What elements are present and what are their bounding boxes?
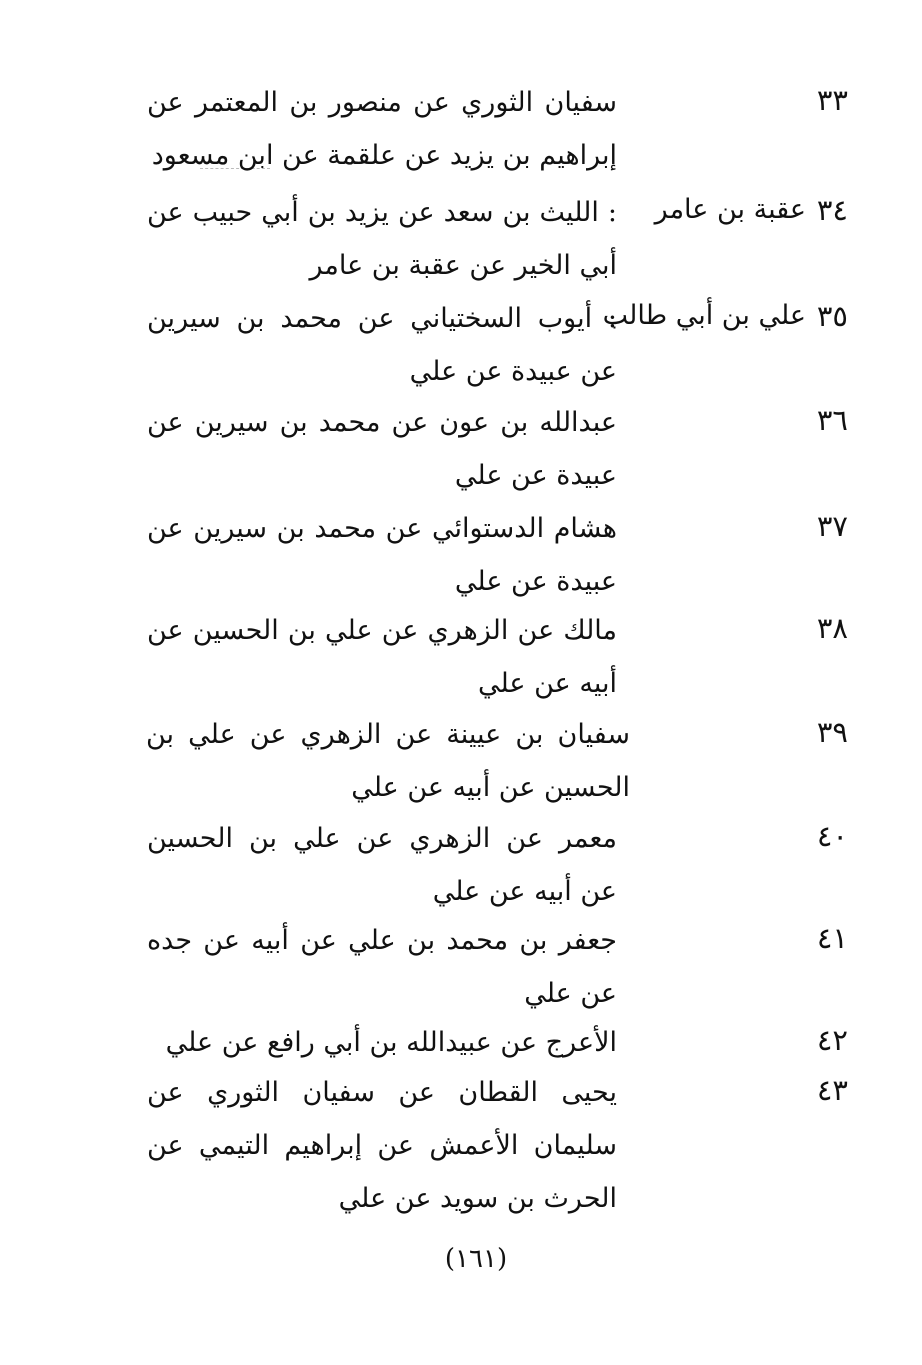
entry-number: ٣٦ (816, 403, 848, 437)
entry-number: ٣٣ (816, 83, 848, 117)
entry-chain: الأعرج عن عبيدالله بن أبي رافع عن علي (165, 1027, 617, 1058)
entry-chain: مالك عن الزهري عن علي بن الحسين عن أبيه عن علي (147, 615, 617, 699)
entry-chain: : الليث بن سعد عن يزيد بن أبي حبيب عن أبي الخير عن عقبة بن عامر (147, 197, 617, 281)
entry-narrator: عقبة بن عامر (654, 194, 806, 225)
entry-chain: عبدالله بن عون عن محمد بن سيرين عن عبيدة عن علي (147, 407, 617, 491)
entry-number: ٤٢ (816, 1023, 848, 1057)
entry-chain: جعفر بن محمد بن علي عن أبيه عن جده عن علي (147, 925, 617, 1009)
entry-chain: معمر عن الزهري عن علي بن الحسين عن أبيه عن علي (147, 823, 617, 907)
entry-number: ٣٨ (816, 611, 848, 645)
entry-chain: سفيان الثوري عن منصور بن المعتمر عن إبراهيم بن يزيد عن علقمة عن ابن مسعود (147, 87, 617, 171)
entry-number: ٣٤ (816, 193, 848, 227)
entry-chain: يحيى القطان عن سفيان الثوري عن سليمان الأعمش عن إبراهيم التيمي عن الحرث بن سويد عن علي (147, 1077, 617, 1214)
entry-chain: : أيوب السختياني عن محمد بن سيرين عن عبيدة عن علي (147, 303, 617, 387)
entry-number: ٤٣ (816, 1073, 848, 1107)
entry-number: ٣٩ (816, 715, 848, 749)
entry-narrator: علي بن أبي طالب (602, 300, 806, 331)
entry-chain: هشام الدستوائي عن محمد بن سيرين عن عبيدة عن علي (147, 513, 617, 597)
entry-number: ٣٧ (816, 509, 848, 543)
entry-number: ٣٥ (816, 299, 848, 333)
entry-chain: سفيان بن عيينة عن الزهري عن علي بن الحسين عن أبيه عن علي (146, 719, 630, 803)
entry-number: ٤١ (816, 921, 848, 955)
entry-number: ٤٠ (816, 819, 848, 853)
page-number: (١٦١) (444, 1244, 508, 1274)
